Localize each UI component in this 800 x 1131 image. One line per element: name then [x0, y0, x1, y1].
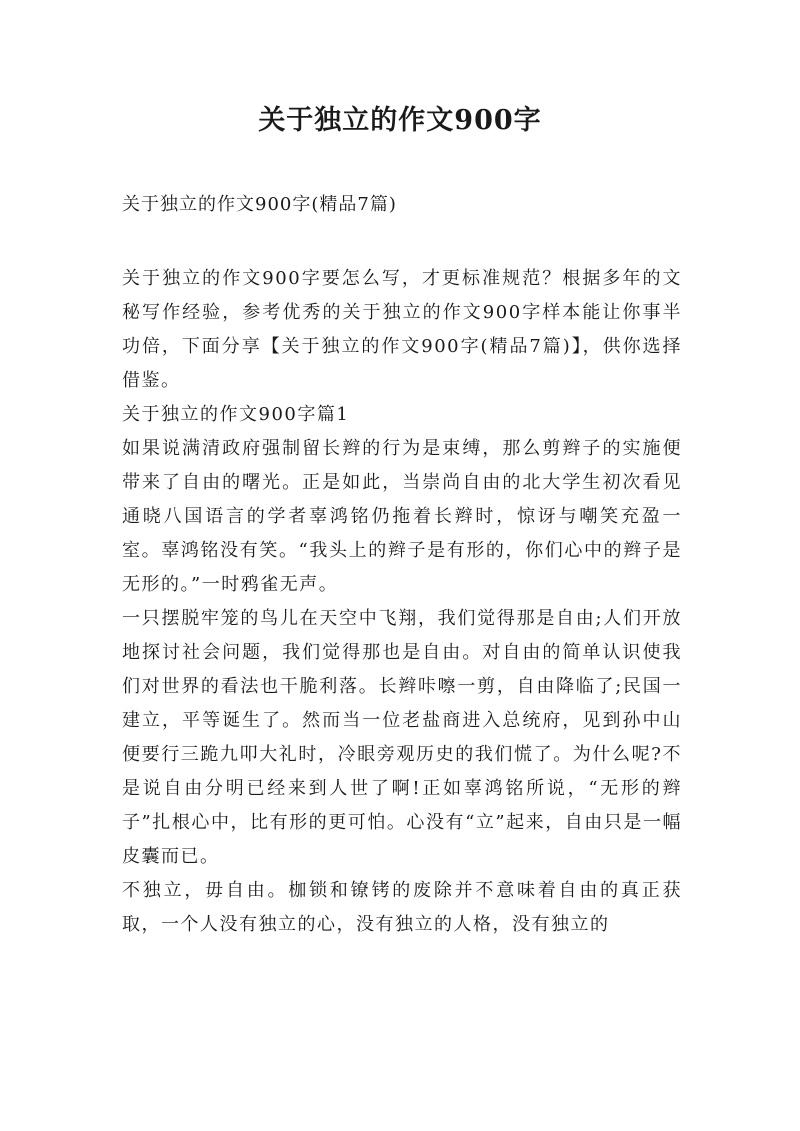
document-title: 关于独立的作文900字	[258, 105, 542, 136]
body-paragraph: 一只摆脱牢笼的鸟儿在天空中飞翔，我们觉得那是自由;人们开放地探讨社会问题，我们觉得那也是自由。对自由的简单认识使我们对世界的看法也干脆利落。长辫咔嚓一剪，自由降临了;民国一建立，平等诞生了。然而当一位老盐商进入总统府，见到孙中山便要行三跪九叩大礼时，冷眼旁观历史的我们慌了。为什么呢?不是说自由分明已经来到人世了啊!正如辜鸿铭所说，“无形的辫子”扎根心中，比有形的更可怕。心没有“立”起来，自由只是一幅皮囊而已。	[122, 608, 682, 867]
body-paragraph: 不独立，毋自由。枷锁和镣铐的废除并不意味着自由的真正获取，一个人没有独立的心，没有独立的人格，没有独立的	[122, 880, 682, 935]
section-heading: 关于独立的作文900字篇1	[122, 404, 350, 425]
body-paragraph: 如果说满清政府强制留长辫的行为是束缚，那么剪辫子的实施便带来了自由的曙光。正是如此，当崇尚自由的北大学生初次看见通晓八国语言的学者辜鸿铭仍拖着长辫时，惊讶与嘲笑充盈一室。辜鸿铭没有笑。“我头上的辫子是有形的，你们心中的辫子是无形的。”一时鸦雀无声。	[122, 438, 682, 595]
document-subtitle: 关于独立的作文900字(精品7篇)	[122, 194, 397, 215]
document-body	[122, 262, 682, 942]
intro-paragraph: 关于独立的作文900字要怎么写，才更标准规范？根据多年的文秘写作经验，参考优秀的关于独立的作文900字样本能让你事半功倍，下面分享【关于独立的作文900字(精品7篇)】，供你选择借鉴。	[122, 268, 682, 391]
